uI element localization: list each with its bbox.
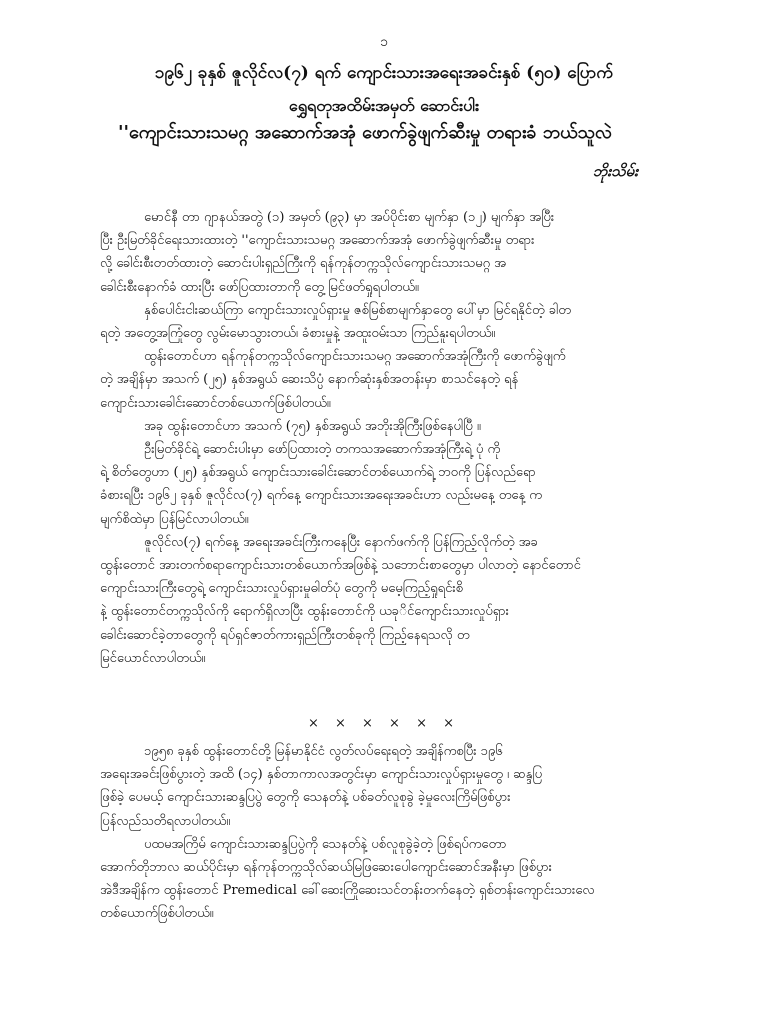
text-line: ၁၉၅၈ ခုနှစ် ထွန်းတောင်တို့ မြန်မာနိုင်ငံ လွတ်လပ်ရေးရတဲ့ အချိန်ကစပြီး ၁၉၆	[144, 744, 503, 759]
text-line: ဇူလိုင်လ(၇) ရက်နေ့ အရေးအခင်းကြီးကနေပြီး နောက်ဖက်ကို ပြန်ကြည့်လိုက်တဲ့ အခ	[144, 534, 538, 550]
paragraph	[100, 206, 768, 299]
text-line: ရတဲ့ အတွေ့အကြုံတွေ လွမ်းမောသွားတယ်၊ ခံစားမှုနဲ့ အထူးဝမ်းသာ ကြည်နူးရပါတယ်။	[100, 326, 496, 342]
paragraph	[100, 531, 768, 670]
text-line: နဲ့ ထွန်းတောင်တက္ကသိုလ်ကို ရောက်ရှိလာပြီး ထွန်းတောင်ကို ယခုိင်ကျောင်းသားလှုပ်ရှား	[100, 604, 509, 620]
text-line: အရေးအခင်းဖြစ်ပွားတဲ့ အထိ (၁၄) နှစ်တာကာလအတွင်းမှာ ကျောင်းသားလှုပ်ရှားမှုတွေ ၊ ဆန္ဒပြ	[100, 767, 543, 783]
text-line: ကျောင်းသားကြီးတွေရဲ့ ကျောင်းသားလှုပ်ရှားမှုဓါတ်ပုံ တွေကို မမေ့ကြည့်ရှုရင်းစိ	[100, 581, 463, 597]
paragraph	[100, 438, 768, 531]
text-line: ခေါင်းဆောင်ခဲ့တာတွေကို ရပ်ရှင်ဇာတ်ကားရှည်ကြီးတစ်ခုကို ကြည့်နေရသလို တ	[100, 627, 470, 643]
text-line: လို့ ခေါင်းစီးတတ်ထားတဲ့ ဆောင်းပါးရှည်ကြီးကို ရန်ကုန်တက္ကသိုလ်ကျောင်းသားသမဂ္ဂ အ	[100, 256, 507, 272]
paragraph	[100, 415, 768, 438]
page-number: ၁	[380, 34, 388, 50]
text-line: ဖြစ်ခဲ့ ပေမယ့် ကျောင်းသားဆန္ဒပြပွဲ တွေကို သေနတ်နဲ့ ပစ်ခတ်လူစုခွဲ ခဲ့မှုလေးကြိမ်ဖြစ်ပွား	[100, 790, 511, 806]
heading-line-2: ရွှေရတုအထိမ်းအမှတ် ဆောင်းပါး	[288, 96, 480, 115]
text-line: တဲ့ အချိန်မှာ အသက် (၂၅) နှစ်အရွယ် ဆေးသိပ္ပံ နောက်ဆုံးနှစ်အတန်းမှာ စာသင်နေတဲ့ ရန်	[100, 372, 519, 388]
paragraph	[100, 299, 768, 345]
text-line: မြင်ယောင်လာပါတယ်။	[100, 650, 206, 666]
author-name: ဘိုးသိမ်း	[592, 162, 638, 180]
text-line: ထွန်းတောင်ဟာ ရန်ကုန်တက္ကသိုလ်ကျောင်းသားသမဂ္ဂ အဆောက်အအုံကြီးကို ဖောက်ခွဲဖျက်	[144, 349, 566, 365]
text-line: မောင်နီ တာ ဂျာနယ်အတွဲ (၁) အမှတ် (၉၃) မှာ အပ်ပိုင်းစာ မျက်နှာ (၁၂) မျက်နှာ အပြီး	[144, 210, 555, 225]
article-body-section-1	[100, 206, 768, 670]
section-separator: × × × × × ×	[307, 716, 461, 731]
text-line: ပြီး ဦးမြတ်ခိုင်ရေးသားထားတဲ့ ''ကျောင်းသားသမဂ္ဂ အဆောက်အအုံ ဖောက်ခွဲဖျက်ဆီးမှု တရား	[100, 233, 535, 249]
text-line: ခံစားရပြီး ၁၉၆၂ ခုနှစ် ဇူလိုင်လ(၇) ရက်နေ့ ကျောင်းသားအရေးအခင်းဟာ လည်းမနေ့ တနေ့ က	[100, 488, 543, 504]
heading-line-3: ''ကျောင်းသားသမဂ္ဂ အဆောက်အအုံ ဖောက်ခွဲဖျက်ဆီးမှု တရားခံ ဘယ်သူလဲ	[118, 122, 612, 143]
text-line: ရဲ့ စိတ်တွေဟာ (၂၅) နှစ်အရွယ် ကျောင်းသားခေါင်းဆောင်တစ်ယောက်ရဲ့ ဘဝကို ပြန်လည်ရော	[100, 465, 536, 481]
text-line: နှစ်ပေါင်းငါးဆယ်ကြာ ကျောင်းသားလှုပ်ရှားမှု ဇစ်မြစ်စာမျက်နှာတွေ ပေါ်မှာ မြင်ရနိုင်တဲ့ ခါတ	[144, 302, 571, 318]
text-line: ကျောင်းသားခေါင်းဆောင်တစ်ယောက်ဖြစ်ပါတယ်။	[100, 395, 331, 411]
text-line: ဦးမြတ်ခိုင်ရဲ့ ဆောင်းပါးမှာ ဖော်ပြထားတဲ့ တကသအဆောက်အအုံကြီးရဲ့ ပုံ ကို	[144, 442, 501, 458]
text-line: ထွန်းတောင် အားတက်စရာကျောင်းသားတစ်ယောက်အဖြစ်နဲ့ သဘောင်းစာတွေမှာ ပါလာတဲ့ နောင်တောင်	[100, 558, 581, 574]
text-line: ပြန်လည်သတိရလာပါတယ်။	[100, 813, 231, 829]
article-body-section-2	[100, 740, 768, 926]
text-line: အဲဒီအချိန်က ထွန်းတောင် Premedical ခေါ်ဆေးကြိုဆေးသင်တန်းတက်နေတဲ့ ရှစ်တန်းကျောင်းသားလေ	[100, 883, 595, 899]
text-line: တစ်ယောက်ဖြစ်ပါတယ်။	[100, 906, 214, 922]
text-line: အခု ထွန်းတောင်ဟာ အသက် (၇၅) နှစ်အရွယ် အဘိုးအိုကြီးဖြစ်နေပါပြီ ။	[144, 418, 481, 434]
text-line: မျက်စိထဲမှာ ပြန်မြင်လာပါတယ်။	[100, 511, 249, 527]
heading-line-1: ၁၉၆၂ ခုနှစ် ဇူလိုင်လ(၇) ရက် ကျောင်းသားအရေးအခင်းနှစ် (၅၀) ပြောက်	[154, 63, 614, 83]
paragraph	[100, 740, 768, 833]
text-line: အောက်တိုဘာလ ဆယ်ပိုင်းမှာ ရန်ကုန်တက္ကသိုလ်ဆယ်မြဖြဆေးပေါကျောင်းဆောင်အနီးမှာ ဖြစ်ပွား	[100, 860, 552, 876]
paragraph	[100, 833, 768, 926]
text-line: ခေါင်းစီးနောက်ခံ ထားပြီး ဖော်ပြထားတာကို တွေ့ မြင်ဖတ်ရှုရပါတယ်။	[100, 279, 419, 295]
text-line: ပထမအကြိမ် ကျောင်းသားဆန္ဒပြပွဲကို သေနတ်နဲ့ ပစ်လူစုခွဲခဲ့တဲ့ ဖြစ်ရပ်ကတော	[144, 836, 507, 852]
paragraph	[100, 345, 768, 415]
